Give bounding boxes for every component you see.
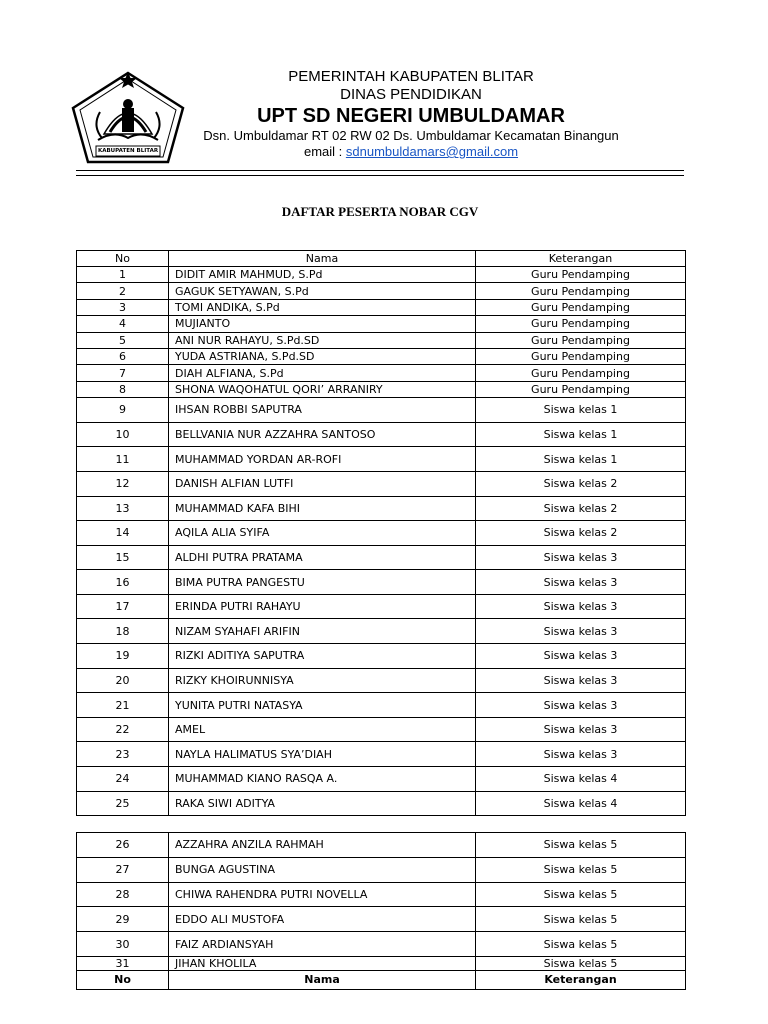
row-keterangan: Siswa kelas 1 — [476, 398, 686, 423]
table-row — [77, 422, 686, 447]
table-header-row — [77, 251, 686, 267]
row-no: 31 — [77, 956, 169, 970]
row-keterangan: Siswa kelas 5 — [476, 956, 686, 970]
footer-nama: Nama — [169, 970, 476, 989]
row-no: 9 — [77, 398, 169, 423]
row-nama: RAKA SIWI ADITYA — [169, 791, 476, 816]
row-no: 22 — [77, 717, 169, 742]
row-keterangan: Siswa kelas 3 — [476, 594, 686, 619]
table-row — [77, 668, 686, 693]
row-no: 3 — [77, 299, 169, 315]
row-no: 18 — [77, 619, 169, 644]
row-nama: NIZAM SYAHAFI ARIFIN — [169, 619, 476, 644]
row-nama: ERINDA PUTRI RAHAYU — [169, 594, 476, 619]
row-no: 2 — [77, 283, 169, 299]
row-nama: DIDIT AMIR MAHMUD, S.Pd — [169, 267, 476, 283]
table-row — [77, 283, 686, 299]
letterhead-school-name: UPT SD NEGERI UMBULDAMAR — [257, 105, 565, 127]
row-keterangan: Siswa kelas 3 — [476, 619, 686, 644]
row-keterangan: Guru Pendamping — [476, 348, 686, 364]
row-keterangan: Siswa kelas 3 — [476, 644, 686, 669]
row-nama: MUHAMMAD KAFA BIHI — [169, 496, 476, 521]
table-body-2 — [77, 833, 686, 971]
table-row — [77, 316, 686, 332]
table-body-1 — [77, 267, 686, 816]
letterhead-address: Dsn. Umbuldamar RT 02 RW 02 Ds. Umbuldamar Kecamatan Binangun — [203, 128, 619, 143]
header-nama: Nama — [169, 251, 476, 267]
row-nama: GAGUK SETYAWAN, S.Pd — [169, 283, 476, 299]
table-row — [77, 267, 686, 283]
row-no: 23 — [77, 742, 169, 767]
table-row — [77, 833, 686, 858]
row-nama: YUDA ASTRIANA, S.Pd.SD — [169, 348, 476, 364]
row-keterangan: Siswa kelas 3 — [476, 742, 686, 767]
table-row — [77, 882, 686, 907]
footer-keterangan: Keterangan — [476, 970, 686, 989]
row-keterangan: Siswa kelas 1 — [476, 447, 686, 472]
row-keterangan: Siswa kelas 2 — [476, 471, 686, 496]
row-keterangan: Guru Pendamping — [476, 283, 686, 299]
email-label: email : — [303, 144, 346, 159]
table-row — [77, 545, 686, 570]
table-row — [77, 381, 686, 397]
row-no: 19 — [77, 644, 169, 669]
row-nama: JIHAN KHOLILA — [169, 956, 476, 970]
row-nama: BIMA PUTRA PANGESTU — [169, 570, 476, 595]
table-row — [77, 767, 686, 792]
row-nama: AMEL — [169, 717, 476, 742]
document-title: DAFTAR PESERTA NOBAR CGV — [281, 204, 479, 219]
row-nama: AQILA ALIA SYIFA — [169, 521, 476, 546]
table-row — [77, 471, 686, 496]
row-keterangan: Siswa kelas 5 — [476, 882, 686, 907]
row-no: 10 — [77, 422, 169, 447]
footer-no: No — [77, 970, 169, 989]
row-keterangan: Siswa kelas 5 — [476, 907, 686, 932]
row-no: 26 — [77, 833, 169, 858]
participant-table-1 — [76, 250, 686, 816]
table-row — [77, 594, 686, 619]
letterhead — [186, 68, 636, 160]
row-no: 15 — [77, 545, 169, 570]
row-no: 14 — [77, 521, 169, 546]
letterhead-government: PEMERINTAH KABUPATEN BLITAR — [288, 68, 534, 85]
row-nama: ALDHI PUTRA PRATAMA — [169, 545, 476, 570]
table-row — [77, 570, 686, 595]
table-row — [77, 332, 686, 348]
row-no: 25 — [77, 791, 169, 816]
row-no: 24 — [77, 767, 169, 792]
table-row — [77, 717, 686, 742]
table-row — [77, 348, 686, 364]
row-nama: RIZKY KHOIRUNNISYA — [169, 668, 476, 693]
table-row — [77, 956, 686, 970]
letterhead-divider-thick — [76, 170, 684, 171]
letterhead-email-line — [186, 144, 636, 160]
row-nama: IHSAN ROBBI SAPUTRA — [169, 398, 476, 423]
row-keterangan: Siswa kelas 5 — [476, 932, 686, 957]
row-nama: DANISH ALFIAN LUTFI — [169, 471, 476, 496]
table-row — [77, 907, 686, 932]
row-keterangan: Siswa kelas 4 — [476, 791, 686, 816]
row-keterangan: Siswa kelas 3 — [476, 668, 686, 693]
email-link[interactable]: sdnumbuldamars@gmail.com — [345, 144, 519, 159]
row-nama: BELLVANIA NUR AZZAHRA SANTOSO — [169, 422, 476, 447]
table-row — [77, 693, 686, 718]
table-row — [77, 791, 686, 816]
row-nama: AZZAHRA ANZILA RAHMAH — [169, 833, 476, 858]
row-keterangan: Guru Pendamping — [476, 332, 686, 348]
row-nama: FAIZ ARDIANSYAH — [169, 932, 476, 957]
row-nama: MUHAMMAD KIANO RASQA A. — [169, 767, 476, 792]
row-keterangan: Siswa kelas 5 — [476, 833, 686, 858]
row-keterangan: Siswa kelas 1 — [476, 422, 686, 447]
row-keterangan: Guru Pendamping — [476, 316, 686, 332]
row-nama: BUNGA AGUSTINA — [169, 857, 476, 882]
row-keterangan: Guru Pendamping — [476, 299, 686, 315]
row-nama: NAYLA HALIMATUS SYA’DIAH — [169, 742, 476, 767]
row-keterangan: Siswa kelas 2 — [476, 496, 686, 521]
row-no: 5 — [77, 332, 169, 348]
row-keterangan: Siswa kelas 3 — [476, 693, 686, 718]
row-nama: CHIWA RAHENDRA PUTRI NOVELLA — [169, 882, 476, 907]
row-keterangan: Siswa kelas 3 — [476, 570, 686, 595]
row-no: 11 — [77, 447, 169, 472]
row-keterangan: Siswa kelas 2 — [476, 521, 686, 546]
row-no: 30 — [77, 932, 169, 957]
row-keterangan: Siswa kelas 3 — [476, 717, 686, 742]
row-no: 17 — [77, 594, 169, 619]
kabupaten-blitar-logo: KABUPATEN BLITAR — [70, 70, 186, 166]
header-no: No — [77, 251, 169, 267]
row-no: 4 — [77, 316, 169, 332]
table-row — [77, 644, 686, 669]
row-nama: YUNITA PUTRI NATASYA — [169, 693, 476, 718]
row-no: 21 — [77, 693, 169, 718]
row-keterangan: Guru Pendamping — [476, 381, 686, 397]
row-nama: DIAH ALFIANA, S.Pd — [169, 365, 476, 381]
row-keterangan: Siswa kelas 4 — [476, 767, 686, 792]
row-keterangan: Siswa kelas 3 — [476, 545, 686, 570]
table-row — [77, 365, 686, 381]
table-row — [77, 521, 686, 546]
table-row — [77, 299, 686, 315]
letterhead-divider-thin — [76, 175, 684, 176]
letterhead-department: DINAS PENDIDIKAN — [340, 86, 482, 103]
table-row — [77, 857, 686, 882]
row-nama: ANI NUR RAHAYU, S.Pd.SD — [169, 332, 476, 348]
row-nama: RIZKI ADITIYA SAPUTRA — [169, 644, 476, 669]
row-nama: EDDO ALI MUSTOFA — [169, 907, 476, 932]
row-keterangan: Siswa kelas 5 — [476, 857, 686, 882]
table-footer-row — [77, 970, 686, 989]
row-no: 7 — [77, 365, 169, 381]
header-keterangan: Keterangan — [476, 251, 686, 267]
row-keterangan: Guru Pendamping — [476, 365, 686, 381]
table-row — [77, 496, 686, 521]
table-row — [77, 447, 686, 472]
row-nama: MUHAMMAD YORDAN AR-ROFI — [169, 447, 476, 472]
table-row — [77, 742, 686, 767]
row-no: 29 — [77, 907, 169, 932]
row-keterangan: Guru Pendamping — [476, 267, 686, 283]
table-row — [77, 398, 686, 423]
row-no: 6 — [77, 348, 169, 364]
row-no: 8 — [77, 381, 169, 397]
row-nama: SHONA WAQOHATUL QORI’ ARRANIRY — [169, 381, 476, 397]
row-no: 20 — [77, 668, 169, 693]
row-no: 12 — [77, 471, 169, 496]
row-nama: TOMI ANDIKA, S.Pd — [169, 299, 476, 315]
table-row — [77, 619, 686, 644]
participant-table-2 — [76, 832, 686, 990]
row-nama: MUJIANTO — [169, 316, 476, 332]
row-no: 28 — [77, 882, 169, 907]
row-no: 27 — [77, 857, 169, 882]
table-row — [77, 932, 686, 957]
row-no: 16 — [77, 570, 169, 595]
row-no: 1 — [77, 267, 169, 283]
row-no: 13 — [77, 496, 169, 521]
